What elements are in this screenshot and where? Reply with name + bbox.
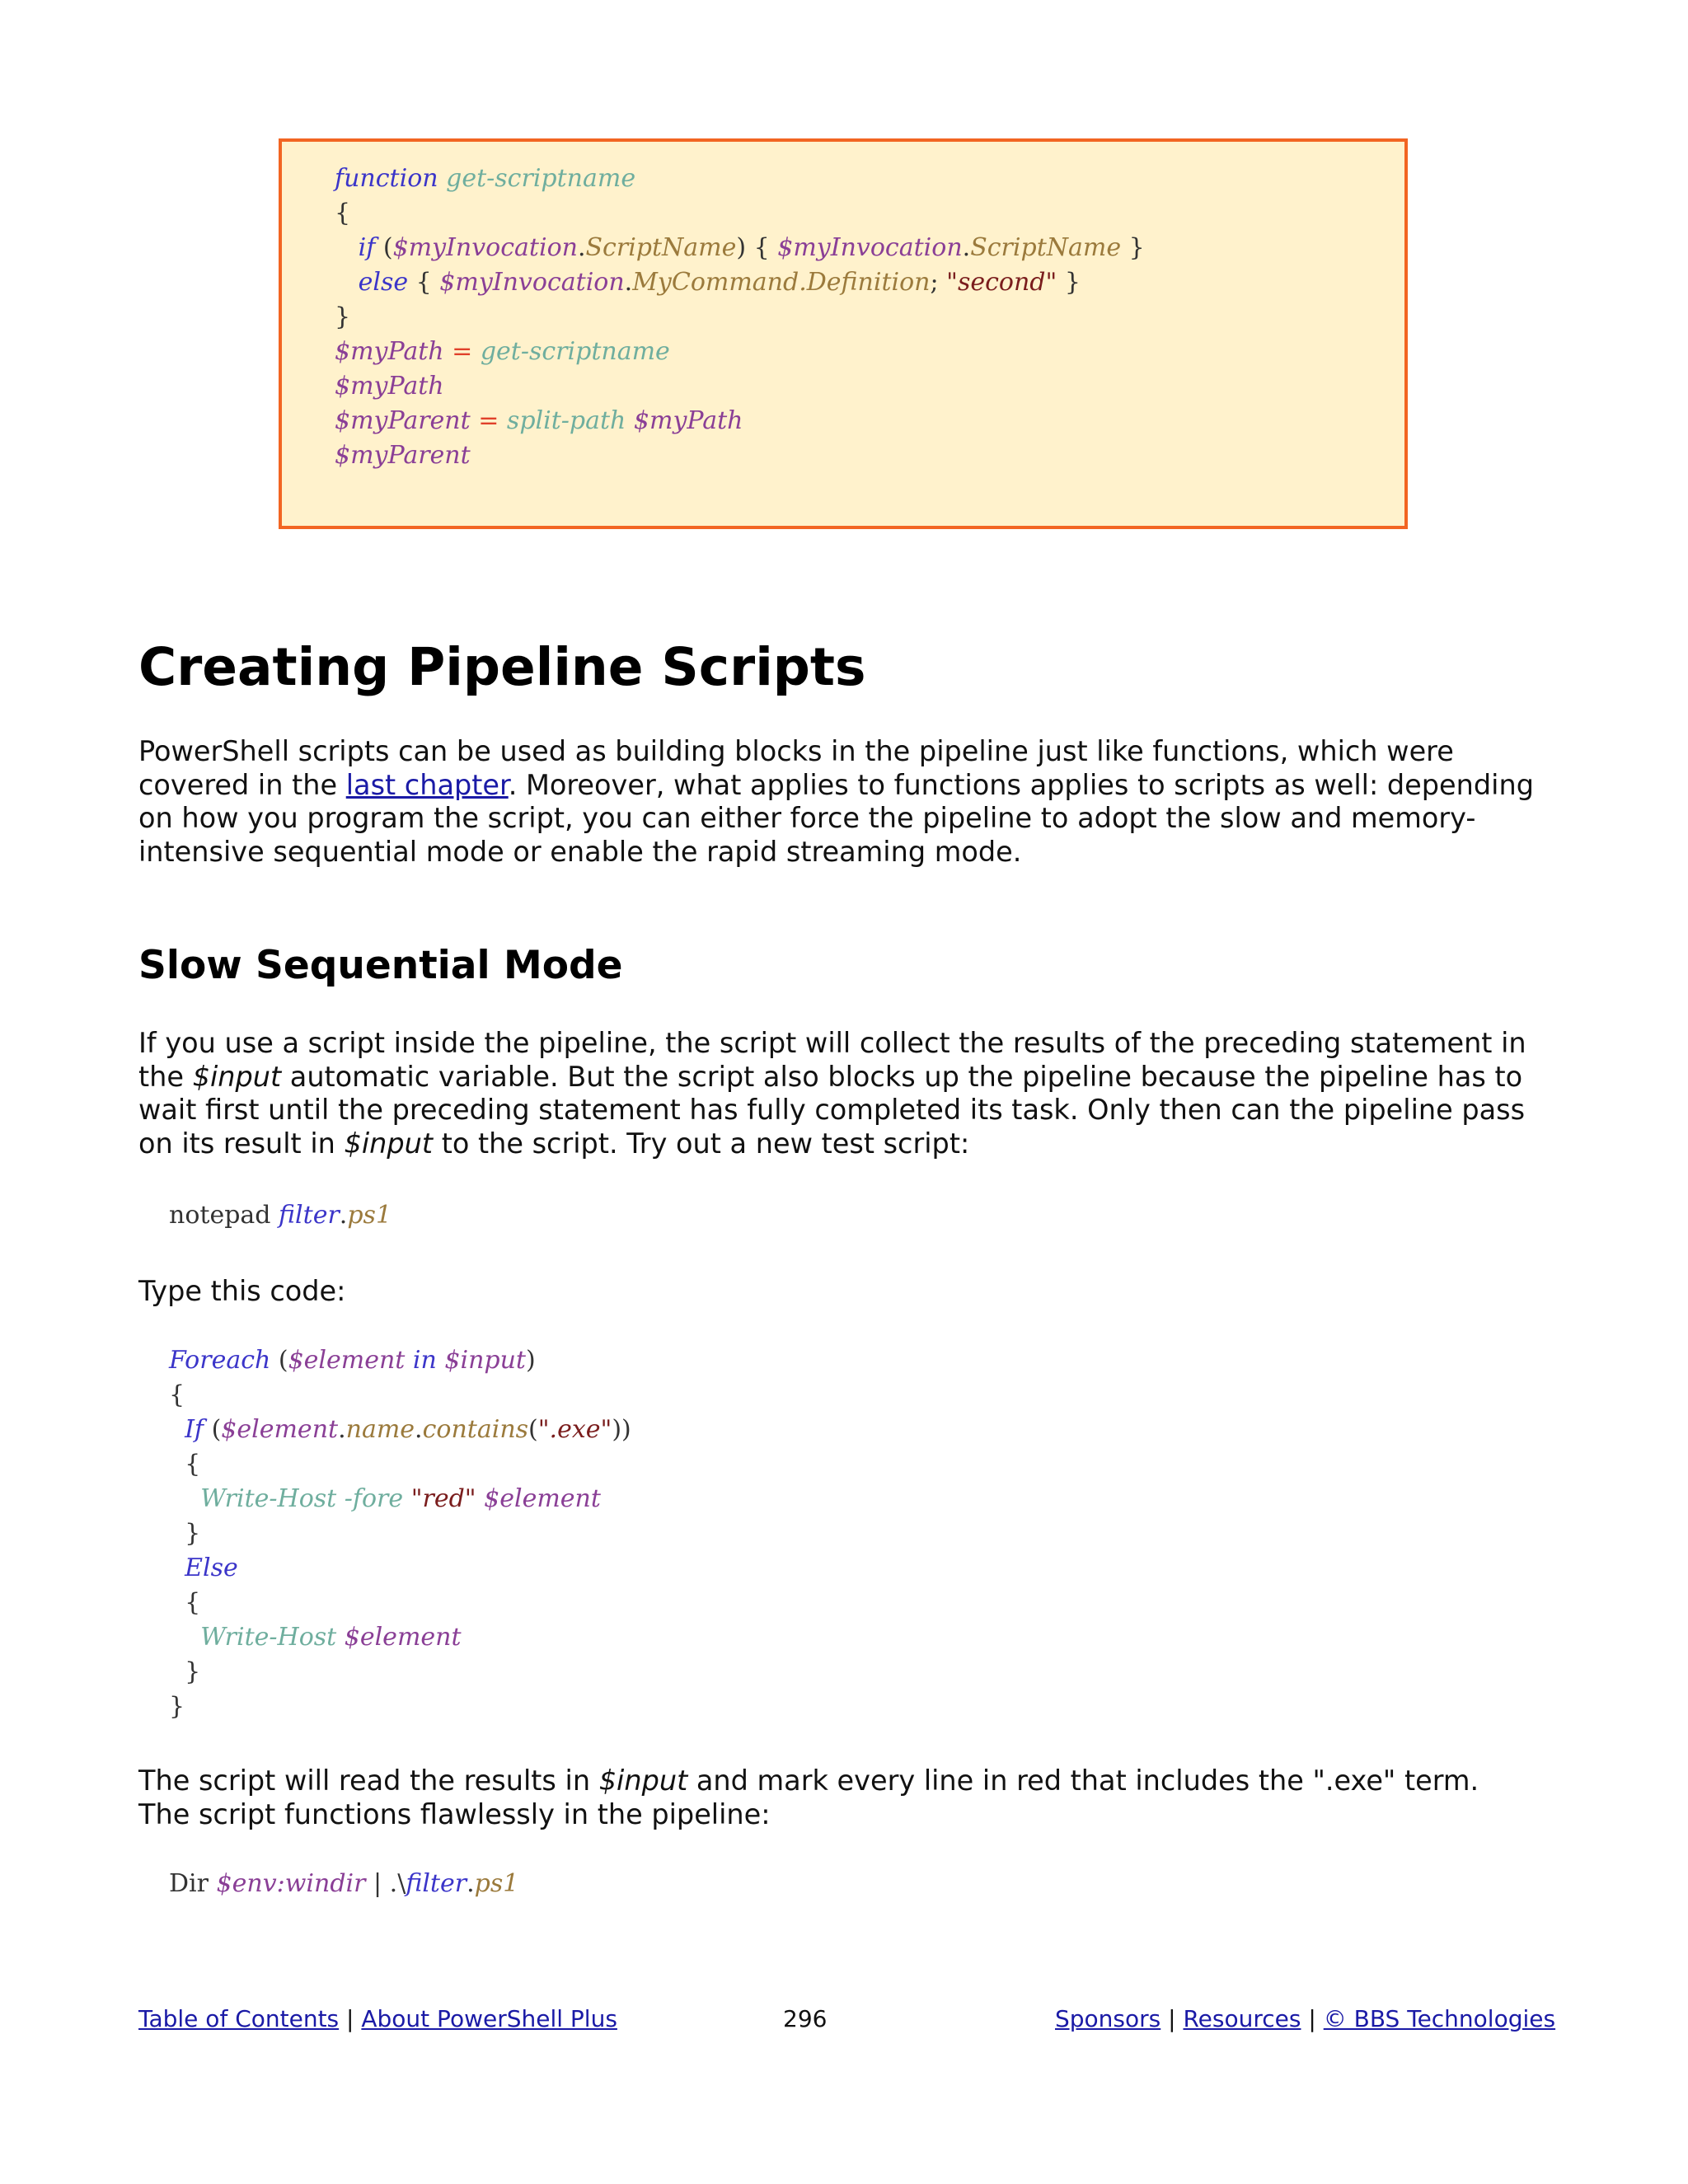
code-token: ( <box>528 1415 538 1444</box>
section-heading: Creating Pipeline Scripts <box>138 637 866 697</box>
code-line <box>169 1588 200 1617</box>
code-token: { <box>169 1380 185 1409</box>
table-of-contents-link[interactable]: Table of Contents <box>138 2005 340 2032</box>
text-line: PowerShell scripts can be used as building blocks in the pipeline just like functions, which were <box>138 735 1454 767</box>
code-token: Write-Host <box>200 1623 337 1652</box>
code-token <box>169 1554 185 1582</box>
code-dir-pipeline <box>169 1867 518 1901</box>
code-token <box>438 164 447 193</box>
code-token: . <box>962 233 971 262</box>
code-line <box>169 1623 462 1652</box>
code-token: function <box>335 164 438 193</box>
result-paragraph <box>138 1765 1573 1831</box>
code-block-get-scriptname <box>279 138 1408 529</box>
text-fragment: automatic variable. But the script also blocks up the pipeline because the pipeline has to <box>281 1060 1523 1093</box>
code-token <box>444 337 452 366</box>
code-token: notepad <box>169 1201 279 1230</box>
code-token: $myPath <box>335 372 444 401</box>
type-code-label <box>138 1275 1573 1309</box>
code-token <box>437 1346 445 1375</box>
code-listing <box>335 162 1145 473</box>
code-token: $element <box>344 1623 462 1652</box>
code-token: ) { <box>736 233 778 262</box>
code-token: $myParent <box>335 406 471 435</box>
code-line <box>169 1415 631 1444</box>
code-token: split-path <box>506 406 626 435</box>
code-token <box>169 1588 185 1617</box>
code-token <box>169 1657 185 1686</box>
text-line: Type this code: <box>138 1275 346 1307</box>
code-token: ps1 <box>347 1201 392 1230</box>
code-token <box>471 406 479 435</box>
code-token: Dir <box>169 1869 217 1898</box>
code-token <box>169 1623 200 1652</box>
text-line: If you use a script inside the pipeline, the script will collect the results of the preceding statement in <box>138 1027 1526 1059</box>
code-token: = <box>478 406 499 435</box>
code-token: . <box>577 233 586 262</box>
code-token: get-scriptname <box>480 337 670 366</box>
code-token: $element <box>288 1346 406 1375</box>
code-token: If <box>185 1415 204 1444</box>
code-token: | .\ <box>365 1869 406 1898</box>
text-line <box>138 1061 1573 1094</box>
code-token <box>403 1484 411 1513</box>
last-chapter-link[interactable]: last chapter <box>345 768 509 801</box>
code-token: ( <box>375 233 393 262</box>
code-token: filter <box>279 1201 340 1230</box>
code-token: $myPath <box>633 406 743 435</box>
text-line: on how you program the script, you can either force the pipeline to adopt the slow and memory- <box>138 802 1476 834</box>
code-token: $myParent <box>335 441 471 470</box>
code-token: = <box>452 337 473 366</box>
code-token <box>626 406 634 435</box>
code-token: $element <box>221 1415 339 1444</box>
text-fragment: . Moreover, what applies to functions applies to scripts as well: depending <box>508 768 1534 801</box>
text-line <box>138 769 1573 803</box>
code-token <box>472 337 481 366</box>
code-line <box>335 164 635 193</box>
text-fragment: and mark every line in red that includes the ".exe" term. <box>687 1765 1479 1797</box>
text-fragment: on its result in <box>138 1127 345 1160</box>
code-line <box>169 1554 238 1582</box>
code-line <box>169 1346 536 1375</box>
sponsors-link[interactable]: Sponsors <box>1055 2005 1161 2032</box>
code-token <box>335 233 359 262</box>
code-token: } <box>169 1692 185 1721</box>
code-line <box>335 302 350 331</box>
code-token: { <box>185 1450 201 1479</box>
code-token: )) <box>612 1415 631 1444</box>
code-token: filter <box>406 1869 467 1898</box>
page-number: 296 <box>783 2005 828 2032</box>
code-token <box>335 268 359 297</box>
code-token: ps1 <box>474 1869 519 1898</box>
code-token: } <box>1057 268 1081 297</box>
code-token: ( <box>270 1346 288 1375</box>
code-token: $env:windir <box>216 1869 366 1898</box>
separator: | <box>339 2005 362 2032</box>
code-token: if <box>358 233 376 262</box>
text-line: wait first until the preceding statement has fully completed its task. Only then can the pipeline pass <box>138 1094 1526 1126</box>
code-token <box>476 1484 485 1513</box>
code-line <box>169 1484 601 1513</box>
code-line <box>169 1692 185 1721</box>
variable-name: $input <box>598 1765 688 1797</box>
code-token: get-scriptname <box>446 164 636 193</box>
code-token: ( <box>204 1415 222 1444</box>
text-line <box>138 1765 1573 1798</box>
code-token: . <box>624 268 633 297</box>
about-powershell-plus-link[interactable]: About PowerShell Plus <box>361 2005 617 2032</box>
code-token <box>405 1346 413 1375</box>
code-token: $element <box>484 1484 601 1513</box>
footer-right-links <box>1055 2004 1555 2034</box>
text-fragment: covered in the <box>138 768 346 801</box>
code-line <box>169 1657 200 1686</box>
code-token <box>169 1519 185 1548</box>
code-token: { <box>335 199 351 227</box>
code-token <box>336 1484 345 1513</box>
code-token: Else <box>185 1554 238 1582</box>
code-token <box>499 406 507 435</box>
code-notepad-command <box>169 1198 392 1233</box>
code-line <box>169 1519 200 1548</box>
code-line <box>169 1201 392 1230</box>
text-fragment: the <box>138 1060 193 1093</box>
code-token: Foreach <box>169 1346 271 1375</box>
subsection-heading: Slow Sequential Mode <box>138 943 623 988</box>
code-line <box>335 233 1145 262</box>
text-fragment: to the script. Try out a new test script: <box>433 1127 970 1160</box>
resources-link[interactable]: Resources <box>1183 2005 1301 2032</box>
code-line <box>335 337 670 366</box>
intro-paragraph <box>138 735 1573 869</box>
code-line <box>335 406 743 435</box>
code-token: { <box>408 268 440 297</box>
code-token: { <box>185 1588 201 1617</box>
code-token: ) <box>525 1346 536 1375</box>
code-token: $myInvocation <box>439 268 625 297</box>
code-line <box>335 199 350 227</box>
code-token <box>336 1623 345 1652</box>
code-token: MyCommand.Definition <box>632 268 931 297</box>
code-token: ".exe" <box>537 1415 612 1444</box>
code-token: in <box>412 1346 437 1375</box>
code-token: name <box>345 1415 415 1444</box>
code-token: "red" <box>410 1484 476 1513</box>
code-line <box>169 1450 200 1479</box>
code-line <box>169 1869 518 1898</box>
code-token: ScriptName <box>970 233 1122 262</box>
code-token: . <box>338 1415 346 1444</box>
text-line <box>138 1127 1573 1161</box>
code-token: $myInvocation <box>392 233 578 262</box>
variable-name: $input <box>344 1127 434 1160</box>
code-line <box>335 268 1081 297</box>
code-token: . <box>467 1869 475 1898</box>
code-token <box>169 1484 200 1513</box>
separator: | <box>1301 2005 1324 2032</box>
code-token: -fore <box>344 1484 404 1513</box>
code-token: $myPath <box>335 337 444 366</box>
code-token: . <box>339 1201 348 1230</box>
footer-left-links <box>138 2004 617 2034</box>
code-token: ; <box>930 268 947 297</box>
code-foreach-script <box>169 1343 631 1724</box>
code-token: else <box>358 268 409 297</box>
code-token: } <box>185 1657 201 1686</box>
code-token: } <box>335 302 351 331</box>
text-line: intensive sequential mode or enable the rapid streaming mode. <box>138 835 1022 868</box>
code-token: "second" <box>946 268 1057 297</box>
code-line <box>335 372 444 401</box>
code-token: ScriptName <box>585 233 737 262</box>
variable-name: $input <box>192 1060 282 1093</box>
text-fragment: The script will read the results in <box>138 1765 599 1797</box>
separator: | <box>1160 2005 1184 2032</box>
sequential-mode-paragraph <box>138 1027 1573 1160</box>
code-token: } <box>1121 233 1145 262</box>
code-line <box>169 1380 185 1409</box>
code-token: contains <box>422 1415 529 1444</box>
bbs-technologies-link[interactable]: © BBS Technologies <box>1323 2005 1556 2032</box>
code-token: Write-Host <box>200 1484 337 1513</box>
code-token <box>169 1415 185 1444</box>
code-token: . <box>415 1415 423 1444</box>
code-token: } <box>185 1519 201 1548</box>
code-token: $input <box>444 1346 526 1375</box>
code-token: $myInvocation <box>777 233 963 262</box>
code-token <box>169 1450 185 1479</box>
text-line: The script functions flawlessly in the pipeline: <box>138 1797 771 1830</box>
code-line <box>335 441 471 470</box>
